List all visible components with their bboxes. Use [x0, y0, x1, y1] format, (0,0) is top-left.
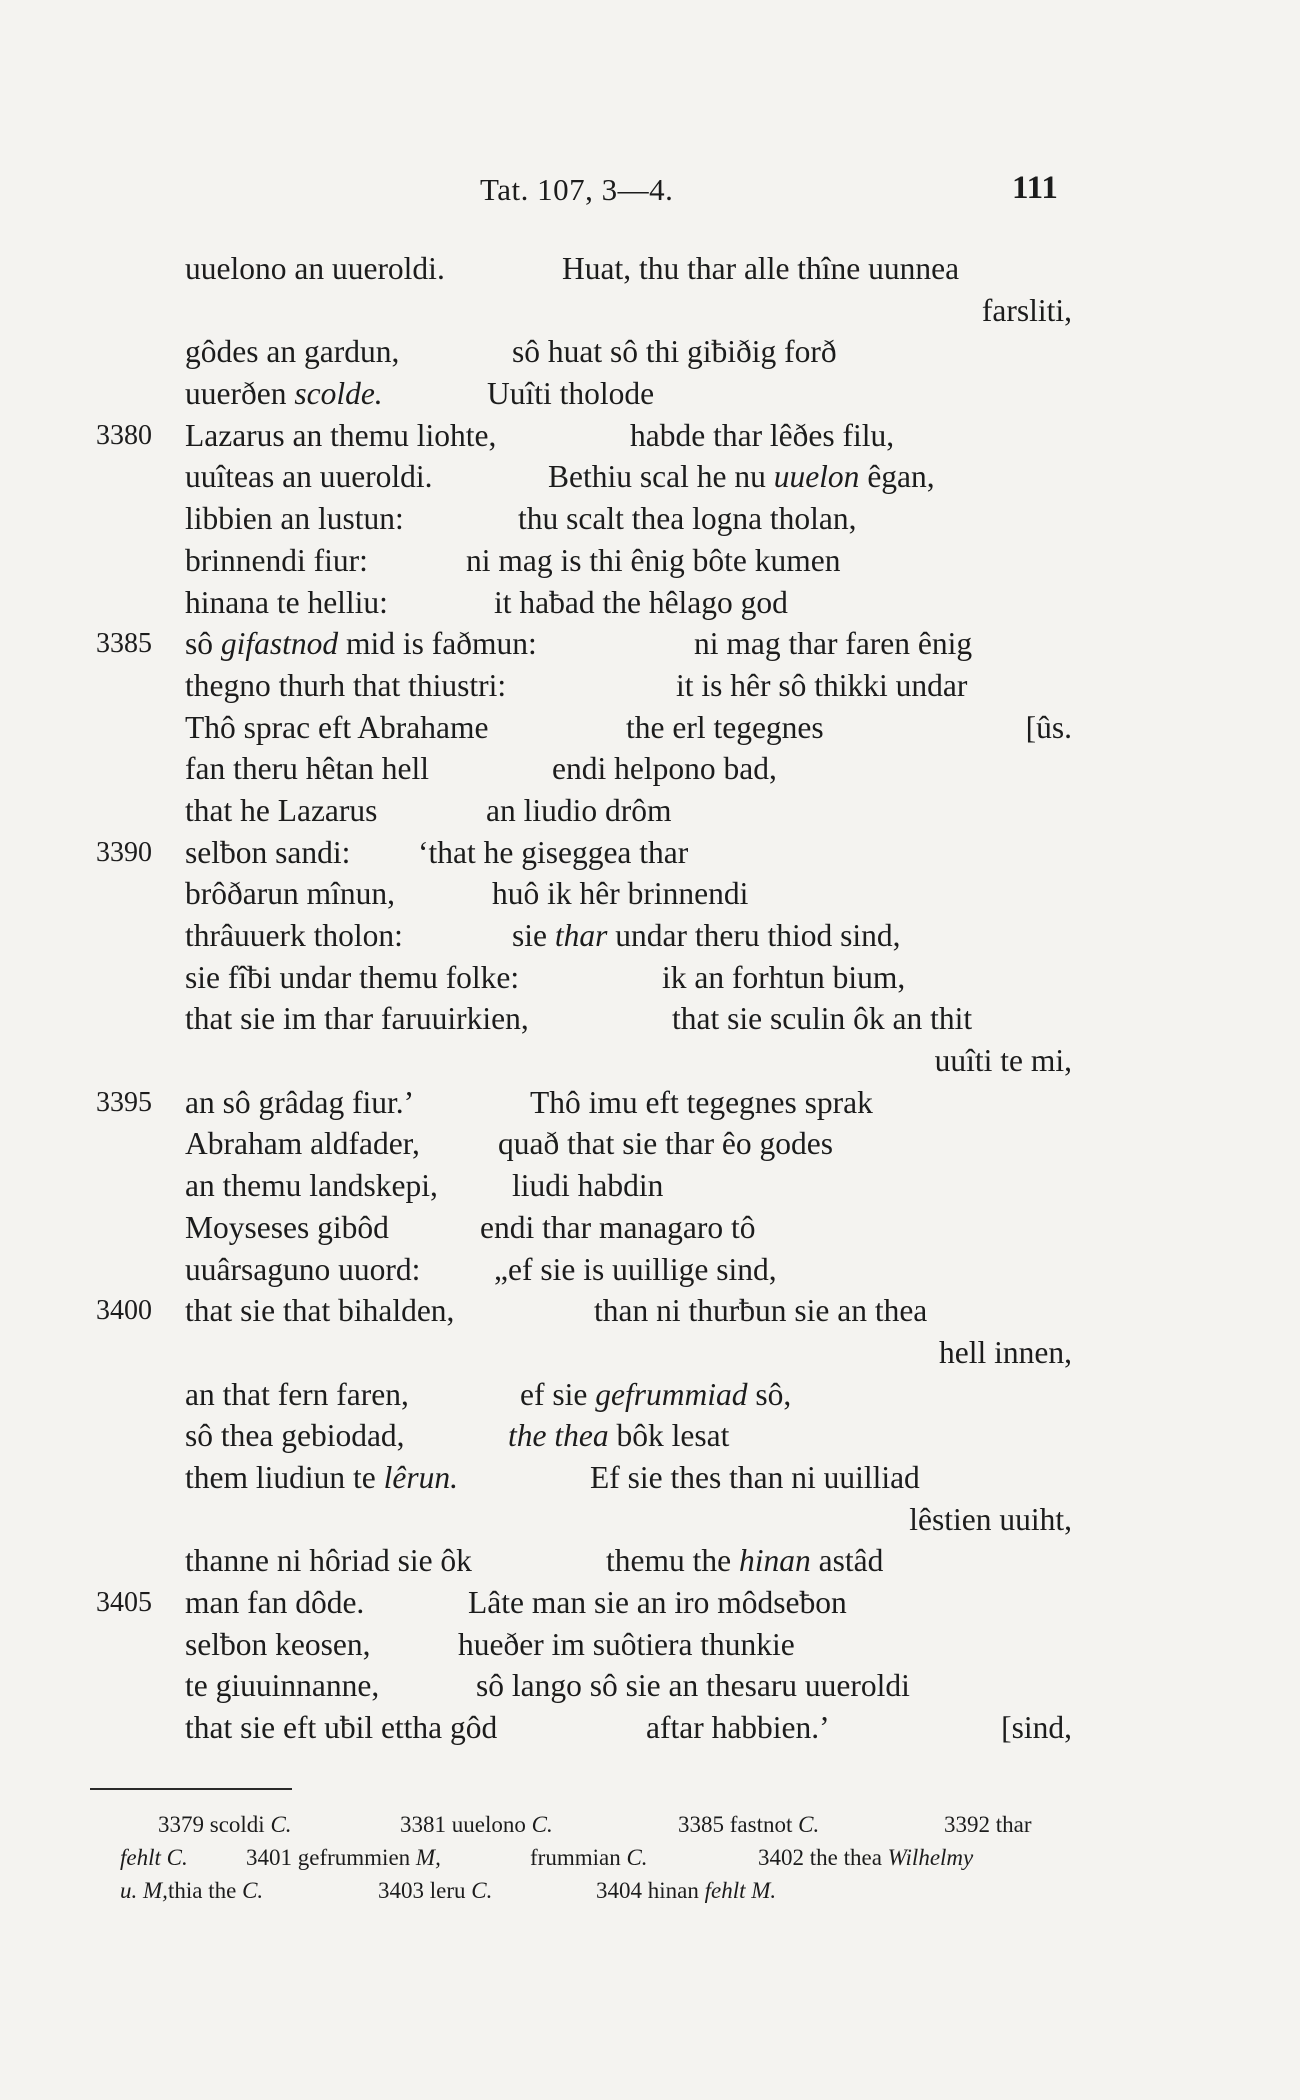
footnote-line: [0, 1841, 1300, 1874]
footnote-entry: [246, 1841, 441, 1874]
text-run: ‘that he giseggea thar: [418, 834, 689, 870]
text-run: Moyseses gibôd: [185, 1209, 389, 1245]
first-half-line: [185, 248, 445, 290]
text-run: huô ik hêr brinnendi: [492, 876, 749, 912]
footnote-entry: [530, 1841, 648, 1874]
text-run: Bethiu scal he nu: [548, 459, 774, 495]
text-run: astâd: [810, 1543, 884, 1579]
second-half-line: [418, 832, 688, 874]
text-run: aftar habbien.’: [646, 1710, 830, 1746]
verse-line: [0, 290, 1300, 332]
text-run: ni mag thar faren ênig: [694, 626, 973, 662]
text-run: Ef sie thes than ni uuilliad: [590, 1459, 920, 1495]
second-half-line: [508, 1415, 729, 1457]
text-run: libbien an lustun:: [185, 501, 404, 537]
italic-word: scolde.: [294, 376, 383, 412]
text-run: fan theru hêtan hell: [185, 751, 430, 787]
first-half-line: [185, 456, 433, 498]
footnote-entry: [758, 1841, 973, 1874]
second-half-line: [486, 790, 671, 832]
text-run: ik an forhtun bium,: [662, 959, 906, 995]
second-half-line: [594, 1290, 927, 1332]
first-half-line: [185, 1665, 379, 1707]
first-half-line: [185, 957, 519, 999]
text-run: it is hêr sô thikki undar: [676, 667, 968, 703]
footnote-entry: [944, 1808, 1032, 1841]
text-run: uuârsaguno uuord:: [185, 1251, 421, 1287]
poem-text: [0, 248, 1300, 1749]
text-run: it haƀad the hêlago god: [494, 584, 788, 620]
text-run: the erl tegegnes: [626, 709, 824, 745]
page-number: 111: [1012, 170, 1058, 206]
first-half-line: [185, 1207, 389, 1249]
second-half-line: [476, 1665, 910, 1707]
footnote-siglum: C.: [531, 1812, 553, 1837]
footnote-text: 3403 leru: [378, 1878, 472, 1903]
footnote-text: 3402 the thea: [758, 1845, 888, 1870]
verse-line: [0, 540, 1300, 582]
verse-line: [0, 1499, 1300, 1541]
text-run: sô thea gebiodad,: [185, 1418, 405, 1454]
text-run: Lâte man sie an iro môdseƀon: [468, 1585, 847, 1620]
verse-line: [0, 582, 1300, 624]
text-run: „ef sie is uuillige sind,: [494, 1251, 777, 1287]
second-half-line: [646, 1707, 830, 1749]
footnote-text: 3401 gefrummien: [246, 1845, 416, 1870]
verse-line: [0, 1123, 1300, 1165]
second-half-line: [530, 1082, 873, 1124]
text-run: mid is faðmun:: [338, 626, 537, 662]
second-half-line: [487, 373, 654, 415]
running-head: Tat. 107, 3—4.: [480, 172, 674, 207]
verse-line: [0, 998, 1300, 1040]
text-run: sô,: [747, 1376, 792, 1412]
verse-line: [0, 1665, 1300, 1707]
verse-line: [0, 748, 1300, 790]
first-half-line: [185, 373, 383, 415]
verse-line: [0, 1290, 1300, 1332]
line-number: 3395: [96, 1086, 152, 1118]
footnote-siglum: C.: [626, 1845, 648, 1870]
first-half-line: [185, 1123, 420, 1165]
first-half-line: [185, 790, 377, 832]
text-run: habde thar lêðes filu,: [630, 417, 895, 453]
second-half-line: [494, 1249, 777, 1291]
text-run: sie fîƀi undar themu folke:: [185, 959, 520, 995]
text-run: thanne ni hôriad sie ôk: [185, 1543, 472, 1579]
verse-line: [0, 373, 1300, 415]
text-run: sô: [185, 626, 221, 662]
first-half-line: [185, 748, 429, 790]
italic-word: the thea: [508, 1418, 609, 1454]
footnote-text: 3381 uuelono: [400, 1812, 532, 1837]
verse-line: [0, 832, 1300, 874]
second-half-line: [606, 1540, 883, 1582]
second-half-line: [590, 1457, 920, 1499]
text-run: selƀon sandi:: [185, 834, 351, 870]
text-run: quað that sie thar êo godes: [498, 1126, 834, 1162]
footnote-entry: [168, 1874, 263, 1907]
second-half-line: [512, 915, 900, 957]
second-half-line: [520, 1374, 791, 1416]
first-half-line: [185, 832, 350, 874]
first-half-line: [185, 415, 496, 457]
footnotes: [0, 1808, 1300, 1907]
text-run: Lazarus an themu liohte,: [185, 417, 497, 453]
first-half-line: [185, 498, 404, 540]
text-run: uuîteas an uueroldi.: [185, 459, 433, 495]
page-header: [0, 172, 1300, 216]
first-half-line: [185, 998, 529, 1040]
footnote-text: 3385 fastnot: [678, 1812, 799, 1837]
text-run: Huat, thu thar alle thîne uunnea: [562, 251, 960, 286]
footnote-text: 3404 hinan: [596, 1878, 705, 1903]
text-run: hueðer im suôtiera thunkie: [458, 1626, 795, 1662]
second-half-line: [480, 1207, 756, 1249]
first-half-line: [185, 1415, 405, 1457]
text-run: ef sie: [520, 1376, 596, 1412]
verse-line: [0, 1582, 1300, 1624]
second-half-line: [492, 873, 748, 915]
footnote-rule: [90, 1788, 292, 1790]
text-run: that sie that bihalden,: [185, 1293, 455, 1329]
overflow-word: lêstien uuiht,: [909, 1501, 1072, 1537]
first-half-line: [185, 1707, 497, 1749]
text-run: uuelono an uueroldi.: [185, 251, 445, 286]
second-half-line: [458, 1624, 795, 1666]
footnote-siglum: C.: [471, 1878, 493, 1903]
italic-word: gifastnod: [220, 626, 339, 662]
overflow-word: hell innen,: [939, 1334, 1072, 1370]
text-run: themu the: [606, 1543, 739, 1579]
text-run: that sie eft uƀil ettha gôd: [185, 1710, 498, 1746]
overflow-word: [sind,: [1001, 1710, 1072, 1746]
second-half-line: [548, 456, 935, 498]
first-half-line: [185, 707, 489, 749]
text-run: Thô imu eft tegegnes sprak: [530, 1084, 873, 1120]
first-half-line: [185, 1582, 364, 1624]
first-half-line: [185, 623, 537, 665]
first-half-line: [185, 540, 368, 582]
second-half-line: [498, 1123, 833, 1165]
footnote-siglum: fehlt M.: [704, 1878, 777, 1903]
text-run: sie: [512, 918, 555, 953]
verse-line: [0, 1332, 1300, 1374]
first-half-line: [185, 1290, 454, 1332]
second-half-line: [562, 248, 959, 290]
first-half-line: [185, 1624, 370, 1666]
footnote-siglum: M,: [415, 1845, 441, 1870]
text-run: an themu landskepi,: [185, 1168, 438, 1204]
overflow-word: [ûs.: [1025, 709, 1072, 745]
text-run: hinana te helliu:: [185, 584, 388, 620]
footnote-entry: [158, 1808, 292, 1841]
text-run: Abraham aldfader,: [185, 1126, 420, 1162]
second-half-line: [676, 665, 967, 707]
overflow-word: farsliti,: [981, 292, 1072, 328]
text-run: thrâuuerk tholon:: [185, 918, 403, 953]
first-half-line: [185, 1082, 414, 1124]
text-run: Thô sprac eft Abrahame: [185, 709, 489, 745]
footnote-siglum: C.: [798, 1812, 820, 1837]
italic-word: uuelon: [773, 459, 860, 495]
text-run: that sie im thar faruuirkien,: [185, 1001, 529, 1037]
first-half-line: [185, 1374, 409, 1416]
text-run: ni mag is thi ênig bôte kumen: [466, 542, 841, 578]
first-half-line: [185, 331, 399, 373]
verse-line: [0, 1707, 1300, 1749]
footnote-siglum: C.: [242, 1878, 264, 1903]
second-half-line: [494, 582, 788, 624]
first-half-line: [185, 1249, 420, 1291]
first-half-line: [185, 873, 395, 915]
second-half-line: [630, 415, 894, 457]
verse-line: [0, 498, 1300, 540]
verse-line: [0, 248, 1300, 290]
text-run: thu scalt thea logna tholan,: [518, 501, 857, 537]
second-half-line: [468, 1582, 847, 1624]
text-run: an liudio drôm: [486, 792, 672, 828]
footnote-siglum: fehlt C.: [120, 1845, 188, 1870]
first-half-line: [185, 582, 388, 624]
text-run: endi helpono bad,: [552, 751, 777, 787]
text-run: uuerðen: [185, 376, 295, 412]
text-run: selƀon keosen,: [185, 1626, 371, 1662]
footnote-text: 3392 thar: [944, 1812, 1032, 1837]
text-run: sô huat sô thi giƀiðig forð: [512, 334, 837, 370]
text-run: liudi habdin: [512, 1168, 664, 1204]
first-half-line: [185, 1165, 438, 1207]
second-half-line: [518, 498, 857, 540]
second-half-line: [512, 1165, 663, 1207]
text-run: endi thar managaro tô: [480, 1209, 756, 1245]
second-half-line: [466, 540, 840, 582]
italic-word: lêrun.: [383, 1459, 458, 1495]
verse-line: [0, 957, 1300, 999]
verse-line: [0, 1415, 1300, 1457]
text-run: man fan dôde.: [185, 1585, 365, 1620]
text-run: an sô grâdag fiur.’: [185, 1084, 415, 1120]
verse-line: [0, 456, 1300, 498]
verse-line: [0, 873, 1300, 915]
verse-line: [0, 1207, 1300, 1249]
text-run: êgan,: [859, 459, 935, 495]
footnote-entry: [678, 1808, 819, 1841]
text-run: brôðarun mînun,: [185, 876, 395, 912]
italic-word: hinan: [738, 1543, 811, 1579]
footnote-text: frummian: [530, 1845, 627, 1870]
line-number: 3390: [96, 836, 152, 868]
line-number: 3385: [96, 628, 152, 660]
overflow-word: uuîti te mi,: [934, 1043, 1072, 1079]
verse-line: [0, 1040, 1300, 1082]
footnote-siglum: Wilhelmy: [887, 1845, 974, 1870]
italic-word: gefrummiad: [595, 1376, 748, 1412]
verse-line: [0, 1082, 1300, 1124]
text-run: te giuuinnanne,: [185, 1668, 380, 1704]
verse-line: [0, 1457, 1300, 1499]
line-number: 3400: [96, 1295, 152, 1327]
second-half-line: [694, 623, 972, 665]
text-run: bôk lesat: [608, 1418, 730, 1454]
footnote-entry: [120, 1841, 188, 1874]
text-run: sô lango sô sie an thesaru uueroldi: [476, 1668, 910, 1704]
footnote-entry: [378, 1874, 492, 1907]
first-half-line: [185, 665, 506, 707]
text-run: an that fern faren,: [185, 1376, 409, 1412]
second-half-line: [662, 957, 905, 999]
first-half-line: [185, 1457, 458, 1499]
verse-line: [0, 331, 1300, 373]
verse-line: [0, 1374, 1300, 1416]
italic-word: thar: [554, 918, 608, 953]
footnote-line: [0, 1874, 1300, 1907]
text-run: that he Lazarus: [185, 792, 378, 828]
second-half-line: [626, 707, 824, 749]
text-run: than ni thurƀun sie an thea: [594, 1293, 928, 1329]
verse-line: [0, 790, 1300, 832]
footnote-line: [0, 1808, 1300, 1841]
footnote-siglum: C.: [270, 1812, 292, 1837]
text-run: gôdes an gardun,: [185, 334, 400, 370]
second-half-line: [512, 331, 837, 373]
verse-line: [0, 665, 1300, 707]
verse-line: [0, 415, 1300, 457]
footnote-text: thia the: [168, 1878, 243, 1903]
text-run: thegno thurh that thiustri:: [185, 667, 507, 703]
first-half-line: [185, 1540, 472, 1582]
text-run: that sie sculin ôk an thit: [672, 1001, 973, 1037]
footnote-siglum: u. M,: [120, 1878, 168, 1903]
verse-line: [0, 1165, 1300, 1207]
text-run: undar theru thiod sind,: [607, 918, 901, 953]
text-run: brinnendi fiur:: [185, 542, 368, 578]
verse-line: [0, 1540, 1300, 1582]
verse-line: [0, 1624, 1300, 1666]
text-run: Uuîti tholode: [487, 376, 655, 412]
second-half-line: [552, 748, 777, 790]
verse-line: [0, 1249, 1300, 1291]
footnote-entry: [120, 1874, 168, 1907]
footnote-entry: [596, 1874, 776, 1907]
second-half-line: [672, 998, 972, 1040]
line-number: 3405: [96, 1587, 152, 1618]
text-run: them liudiun te: [185, 1459, 384, 1495]
line-number: 3380: [96, 419, 152, 451]
footnote-text: 3379 scoldi: [158, 1812, 271, 1837]
verse-line: [0, 707, 1300, 749]
verse-line: [0, 915, 1300, 957]
first-half-line: [185, 915, 403, 957]
verse-line: [0, 623, 1300, 665]
footnote-entry: [400, 1808, 553, 1841]
